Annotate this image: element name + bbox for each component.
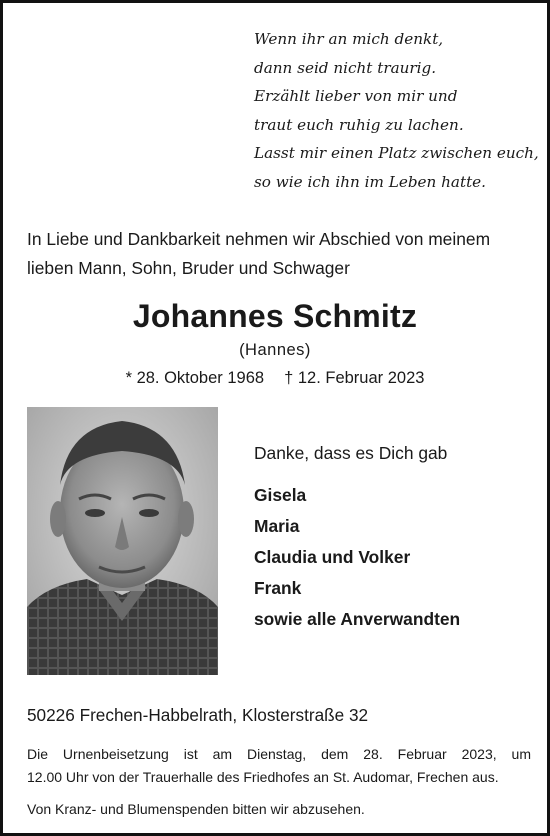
poem: [254, 25, 539, 197]
poem-line: Wenn ihr an mich denkt,: [254, 30, 444, 48]
donation-request: Von Kranz- und Blumenspenden bitten wir abzusehen.: [27, 801, 365, 817]
portrait-photo: [27, 407, 218, 675]
family-list: [254, 480, 460, 635]
intro-line: In Liebe und Dankbarkeit nehmen wir Abschied von meinem: [27, 229, 491, 249]
birth-date: * 28. Oktober 1968: [125, 369, 265, 387]
address: 50226 Frechen-Habbelrath, Klosterstraße 32: [27, 705, 369, 725]
death-date: † 12. Februar 2023: [284, 369, 425, 387]
thanks-text: Danke, dass es Dich gab: [254, 443, 448, 463]
funeral-line: Die Urnenbeisetzung ist am Dienstag, dem 28. Februar 2023, um: [27, 746, 531, 762]
deceased-nickname: (Hannes): [239, 341, 311, 359]
family-member: Claudia und Volker: [254, 547, 411, 567]
intro-text: [27, 225, 537, 283]
poem-line: so wie ich ihn im Leben hatte.: [254, 172, 486, 191]
life-dates: [3, 365, 547, 391]
family-member: Maria: [254, 516, 300, 536]
family-member: Frank: [254, 578, 302, 598]
family-member: sowie alle Anverwandten: [254, 609, 461, 629]
poem-line: Erzählt lieber von mir und: [254, 87, 458, 106]
poem-line: dann seid nicht traurig.: [254, 58, 437, 77]
poem-line: traut euch ruhig zu lachen.: [254, 115, 464, 134]
family-member: Gisela: [254, 485, 307, 505]
funeral-line: 12.00 Uhr von der Trauerhalle des Friedhofes an St. Audomar, Frechen aus.: [27, 769, 499, 785]
poem-line: Lasst mir einen Platz zwischen euch,: [254, 144, 539, 163]
intro-line: lieben Mann, Sohn, Bruder und Schwager: [27, 258, 350, 278]
deceased-name: Johannes Schmitz: [132, 298, 418, 334]
funeral-info: [27, 743, 531, 789]
